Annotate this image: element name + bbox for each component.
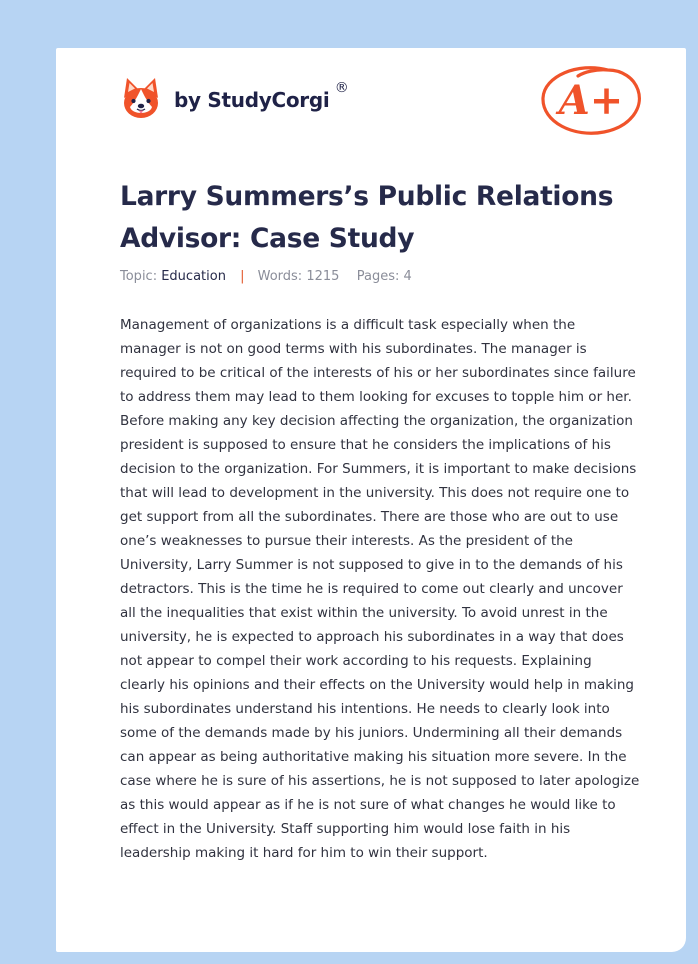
- studycorgi-logo[interactable]: [120, 76, 349, 120]
- brand-name: [174, 80, 349, 112]
- brand-name-text: by StudyCorgi: [174, 88, 330, 112]
- words-value: 1215: [306, 269, 340, 284]
- a-plus-grade-icon: [538, 60, 648, 140]
- topic-value[interactable]: Education: [161, 269, 226, 284]
- corgi-logo-icon: [120, 76, 162, 120]
- words-label: Words:: [257, 269, 303, 284]
- body-paragraph: Management of organizations is a difficult task especially when the manager is not on good terms with his subordinates. The manager is required to be critical of the interests of his or her subordinates since failure to address them may lead to them looking for excuses to topple him or her. Before making any key decision affecting the organization, the organization president is supposed to ensure that he considers the implications of his decision to the organization. For Summers, it is important to make decisions that will lead to development in the university. This does not require one to get support from all the subordinates. There are those who are out to use one’s weaknesses to pursue their interests. As the president of the University, Larry Summer is not supposed to give in to the demands of his detractors. This is the time he is required to come out clearly and uncover all the inequalities that exist within the university. To avoid unrest in the university, he is expected to approach his subordinates in a way that does not appear to compel their work according to his requests. Explaining clearly his opinions and their effects on the University would help in making his subordinates understand his intentions. He needs to clearly look into some of the demands made by his juniors. Undermining all their demands can appear as being authoritative making his situation more severe. In the case where he is sure of his assertions, he is not supposed to later apologize as this would appear as if he is not sure of what changes he would like to effect in the University. Staff supporting him would lose faith in his leadership making it hard for him to win their support.: [120, 317, 640, 861]
- meta-separator: |: [240, 269, 245, 284]
- page-title: Larry Summers’s Public Relations Advisor: Case Study: [120, 181, 614, 254]
- registered-mark: ®: [334, 80, 349, 96]
- pages-value: 4: [403, 269, 412, 284]
- document-meta: [120, 268, 412, 286]
- pages-label: Pages:: [356, 269, 400, 284]
- topic-label: Topic:: [120, 269, 158, 284]
- grade-text: A+: [558, 77, 624, 124]
- document-page: [56, 48, 686, 952]
